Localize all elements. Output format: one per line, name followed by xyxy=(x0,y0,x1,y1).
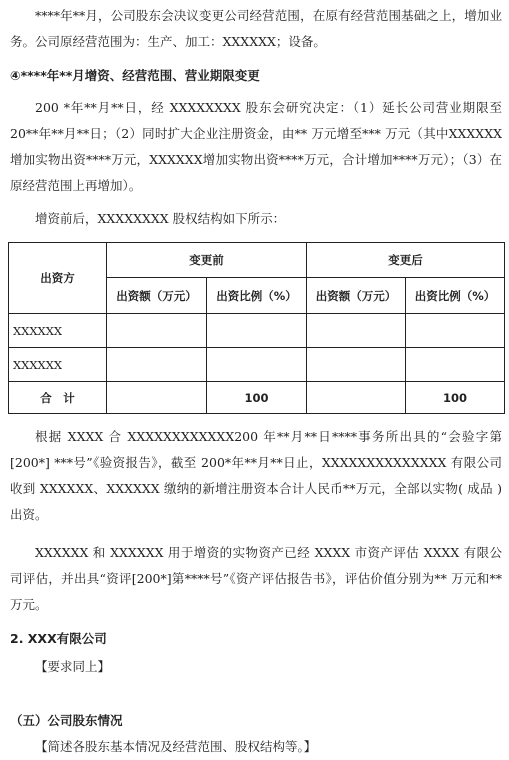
company-heading: 2. XXX有限公司 xyxy=(10,631,107,646)
cell-before-amount xyxy=(107,348,207,382)
paragraph-shareholder-resolution: 200 *年**月**日，经 XXXXXXXX 股东会研究决定：（1）延长公司营业期限至20**年**月**日；（2）同时扩大企业注册资金，由** 万元增至*** 万元（其中XXXXXX增加实物出资****万元，XXXXXX增加实物出资****万元，合计增加****万元）；（3）在原经营范围上再增加）。 xyxy=(10,100,502,193)
subheader-before-ratio: 出资比例（%） xyxy=(207,278,307,314)
cell-after-ratio xyxy=(406,348,505,382)
table-row xyxy=(9,348,505,382)
table-total-row xyxy=(9,382,505,414)
cell-after-amount xyxy=(307,314,406,348)
total-after-amount xyxy=(307,382,406,414)
paragraph-requirement-same: 【要求同上】 xyxy=(35,659,111,674)
paragraph-equity-intro: 增资前后，XXXXXXXX 股权结构如下所示： xyxy=(35,211,286,226)
cell-after-amount xyxy=(307,348,406,382)
section-heading-capital-increase: ④****年**月增资、经营范围、营业期限变更 xyxy=(10,68,260,83)
paragraph-asset-appraisal: XXXXXX 和 XXXXXX 用于增资的实物资产已经 XXXX 市资产评估 XXXX 有限公司评估，并出具“资评[200*]第****号”《资产评估报告书》，评估价值分别为** 万元和**万元。 xyxy=(10,545,502,612)
paragraph-shareholder-summary: 【简述各股东基本情况及经营范围、股权结构等。】 xyxy=(35,739,317,754)
cell-before-ratio xyxy=(207,314,307,348)
header-before-change: 变更前 xyxy=(107,243,307,278)
table-row xyxy=(9,314,505,348)
subheader-before-amount: 出资额（万元） xyxy=(107,278,207,314)
table-header-row xyxy=(9,243,505,278)
subheader-after-ratio: 出资比例（%） xyxy=(406,278,505,314)
total-before-ratio: 100 xyxy=(207,382,307,414)
total-after-ratio: 100 xyxy=(406,382,505,414)
paragraph-capital-verification: 根据 XXXX 合 XXXXXXXXXXXX200 年**月**日****事务所出具的“会验字第[200*] ***号”《验资报告》，截至 200*年**月**日止，XXXXXXXXXXXXXX 有限公司收到 XXXXXX、XXXXXX 缴纳的新增注册资本合计人民币**万元，全部以实物( 成品 )出资。 xyxy=(10,429,502,522)
equity-structure-table xyxy=(8,242,505,414)
cell-before-ratio xyxy=(207,348,307,382)
cell-after-ratio xyxy=(406,314,505,348)
total-label: 合 计 xyxy=(9,382,107,414)
section-heading-shareholders: （五）公司股东情况 xyxy=(10,713,123,728)
investor-name: XXXXXX xyxy=(9,314,107,348)
paragraph-business-scope-change: ****年**月，公司股东会决议变更公司经营范围，在原有经营范围基础之上，增加业务。公司原经营范围为：生产、加工：XXXXXX；设备。 xyxy=(10,8,502,49)
total-before-amount xyxy=(107,382,207,414)
header-investor: 出资方 xyxy=(9,243,107,314)
cell-before-amount xyxy=(107,314,207,348)
header-after-change: 变更后 xyxy=(307,243,505,278)
investor-name: XXXXXX xyxy=(9,348,107,382)
subheader-after-amount: 出资额（万元） xyxy=(307,278,406,314)
